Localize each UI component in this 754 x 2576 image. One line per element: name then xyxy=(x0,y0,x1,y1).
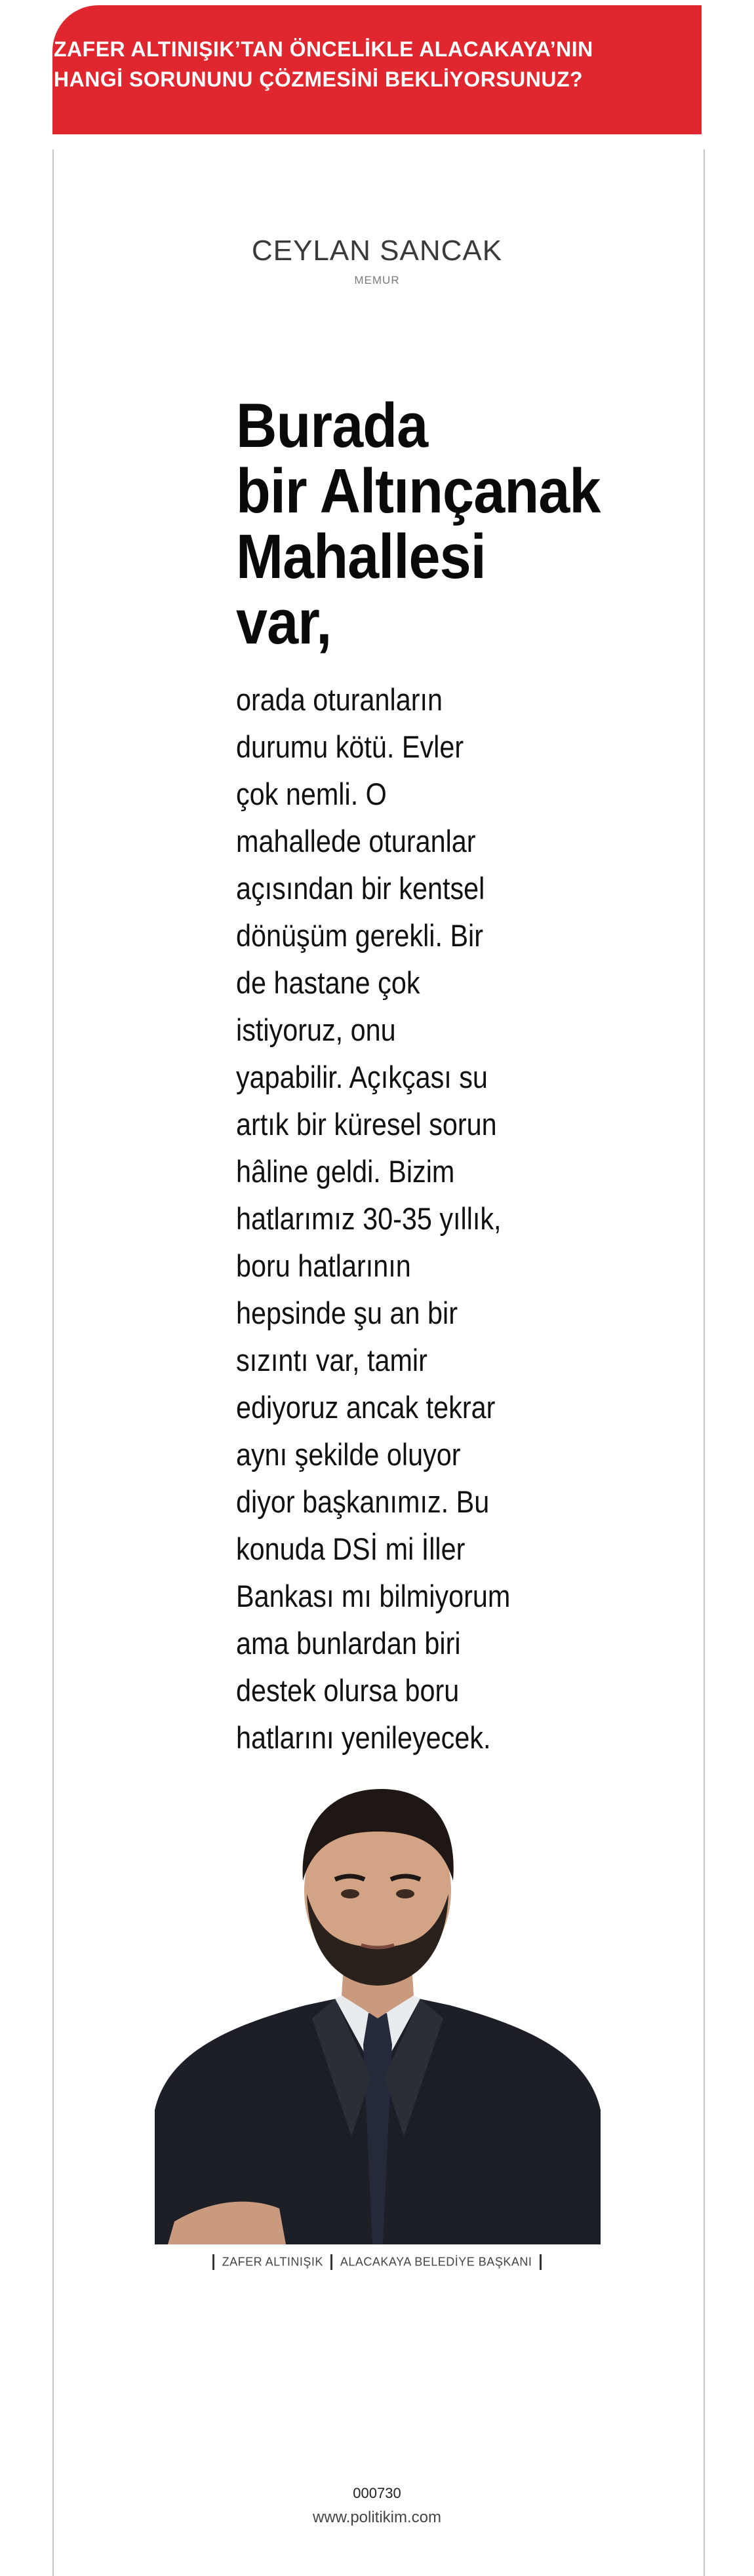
body-line: de hastane çok xyxy=(236,965,420,1000)
body-line: aynı şekilde oluyor xyxy=(236,1437,461,1472)
photo-caption xyxy=(0,2254,754,2270)
body-line: ama bunlardan biri xyxy=(236,1626,461,1661)
body-text xyxy=(236,676,511,1761)
body-line: destek olursa boru xyxy=(236,1673,460,1708)
page-number: 000730 xyxy=(353,2485,401,2501)
body-line: hâline geldi. Bizim xyxy=(236,1154,455,1189)
caption-divider xyxy=(330,2254,332,2270)
frame-border-right xyxy=(704,149,705,2576)
body-line: dönüşüm gerekli. Bir xyxy=(236,918,484,953)
body-line: orada oturanların xyxy=(236,682,443,717)
body-line: konuda DSİ mi İller xyxy=(236,1531,466,1566)
portrait-illustration xyxy=(155,1769,601,2244)
body-line: yapabilir. Açıkçası su xyxy=(236,1060,488,1094)
body-line: hatlarımız 30-35 yıllık, xyxy=(236,1201,502,1236)
body-line: diyor başkanımız. Bu xyxy=(236,1484,490,1519)
header-question xyxy=(54,34,644,94)
body-line: artık bir küresel sorun xyxy=(236,1107,497,1142)
headline-line: Burada xyxy=(236,391,428,461)
body-line: mahallede oturanlar xyxy=(236,824,476,858)
website-url: www.politikim.com xyxy=(312,2509,442,2526)
caption-divider xyxy=(540,2254,542,2270)
body-line: boru hatlarının xyxy=(236,1248,411,1283)
body-line: çok nemli. O xyxy=(236,777,387,811)
caption-name: ZAFER ALTINIŞIK xyxy=(222,2255,323,2269)
header-line: HANGİ SORUNUNU ÇÖZMESİNİ BEKLİYORSUNUZ? xyxy=(54,67,584,91)
body-line: hepsinde şu an bir xyxy=(236,1296,458,1330)
caption-divider xyxy=(212,2254,214,2270)
body-line: hatlarını yenileyecek. xyxy=(236,1720,491,1755)
caption-title: ALACAKAYA BELEDİYE BAŞKANI xyxy=(340,2255,532,2269)
body-line: sızıntı var, tamir xyxy=(236,1343,427,1377)
body-line: durumu kötü. Evler xyxy=(236,729,464,764)
header-line: ZAFER ALTINIŞIK’TAN ÖNCELİKLE ALACAKAYA’NIN xyxy=(54,37,593,61)
body-line: istiyoruz, onu xyxy=(236,1012,396,1047)
headline-line: Mahallesi xyxy=(236,522,486,592)
body-line: ediyoruz ancak tekrar xyxy=(236,1390,496,1425)
author-role: MEMUR xyxy=(354,274,400,286)
author-name: CEYLAN SANCAK xyxy=(251,235,503,267)
frame-border-left xyxy=(52,149,54,2576)
headline xyxy=(236,393,614,655)
headline-line: bir Altınçanak xyxy=(236,456,601,526)
headline-line: var, xyxy=(236,587,332,657)
body-line: açısından bir kentsel xyxy=(236,871,485,906)
portrait-photo xyxy=(155,1769,601,2244)
body-line: Bankası mı bilmiyorum xyxy=(236,1579,511,1613)
